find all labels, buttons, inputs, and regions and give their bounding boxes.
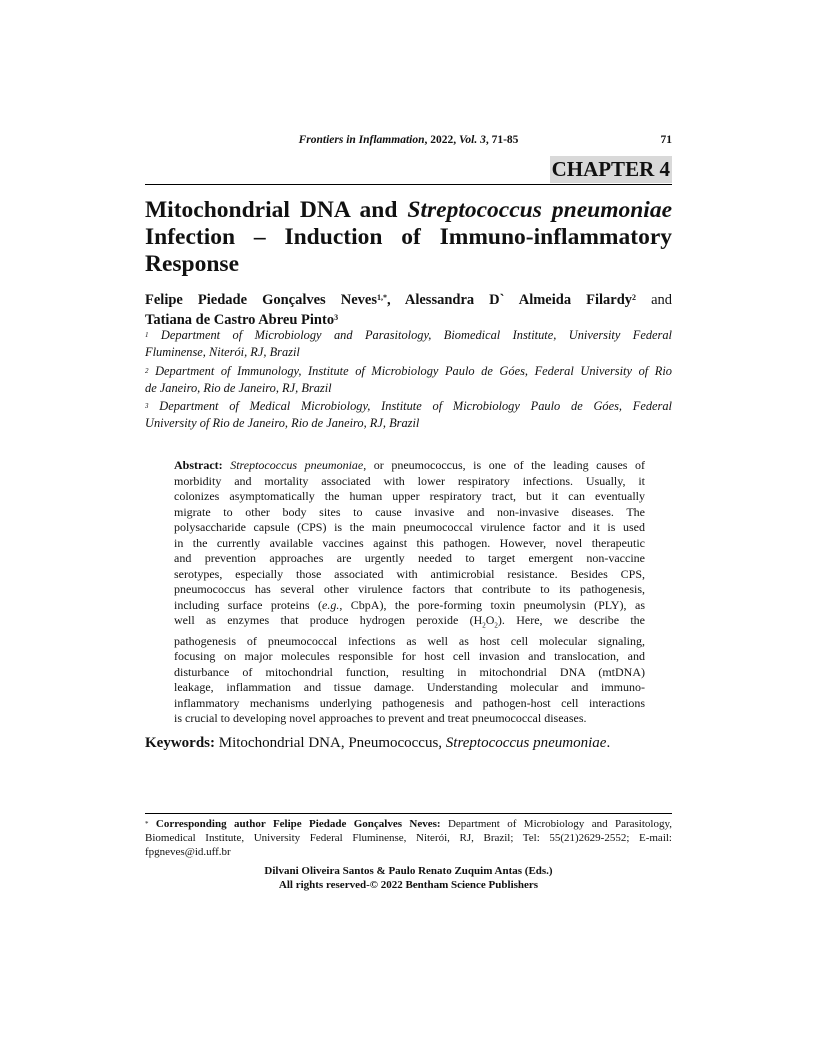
email-address: fpgneves@id.uff.br bbox=[145, 846, 231, 858]
corresponding-author-footnote: * Corresponding author Felipe Piedade Gonçalves Neves: Department of Microbiology and Parasitology, Biomedical Institute, University Federal Fluminense, Niterói, RJ, Brazil; Tel: 55(21)2629-2552; E-mail: fpgneves@id.uff.br bbox=[145, 818, 672, 858]
affiliation-3: $^3$ Department of Medical Microbiology, Institute of Microbiology Paulo de Góes, Federal University of Rio de Janeiro, Rio de Janeiro, RJ, Brazil bbox=[145, 399, 672, 430]
abstract-label: Abstract: bbox=[174, 458, 223, 472]
title-line-3: Response bbox=[145, 251, 240, 277]
affiliation-2: $^2$ Department of Immunology, Institute of Microbiology Paulo de Góes, Federal University of Rio de Janeiro, Rio de Janeiro, RJ, Brazil bbox=[145, 364, 672, 395]
chapter-label: CHAPTER 4 bbox=[551, 157, 670, 181]
author-1: Felipe Piedade Gonçalves Neves bbox=[145, 292, 377, 308]
title-line-2: Infection – Induction of Immuno-inflammatory bbox=[145, 224, 672, 250]
keywords-label: Keywords: bbox=[145, 735, 215, 751]
footnote-divider bbox=[145, 813, 672, 814]
page-number: 71 bbox=[660, 134, 672, 146]
abstract: Abstract: Streptococcus pneumoniae, or pneumococcus, is one of the leading causes of morbidity and mortality associated with lower respiratory infections. Usually, it colonizes asymptomatically the human upper respiratory tract, but it can eventually migrate to other body sites to cause invasive and non-invasive diseases. The polysaccharide capsule (CPS) is the main pneumococcal virulence factor and it is used in the currently available vaccines against this pathogen. However, novel therapeutic and prevention approaches are urgently needed to target emergent non-vaccine serotypes, especially those associated with antimicrobial resistance. Besides CPS, pneumococcus has several other virulence factors that contribute to its pathogenesis, including surface proteins (e.g., CbpA), the pore-forming toxin pneumolysin (PLY), as well as enzymes that produce hydrogen peroxide $(H_2O_2)$. Here, we describe the pathogenesis of pneumococcal infections as well as host cell molecular signaling, focusing on major molecules responsible for host cell invasion and translocation, and disturbance of mitochondrial function, resulting in mitochondrial DNA (mtDNA) leakage, inflammation and tissue damage. Understanding molecular and immuno- inflammatory mechanisms underlying pathogenesis and pathogen-host cell interactions is crucial to developing novel approaches to prevent and treat pneumococcal diseases. bbox=[174, 458, 645, 726]
affiliation-1: $^1$ Department of Microbiology and Parasitology, Biomedical Institute, University Federal Fluminense, Niterói, RJ, Brazil bbox=[145, 328, 672, 359]
journal-citation: Frontiers in Inflammation, 2022, Vol. 3, 71-85 bbox=[298, 134, 519, 146]
author-list: Felipe Piedade Gonçalves Neves$^{1,*}$, Alessandra D` Almeida Filardy$^2$ and Tatiana de Castro Abreu Pinto$^3$ bbox=[145, 292, 673, 328]
editors-credit: Dilvani Oliveira Santos & Paulo Renato Zuquim Antas (Eds.) All rights reserved-© 2022 Bentham Science Publishers bbox=[264, 865, 553, 891]
chapter-header bbox=[145, 156, 672, 185]
chapter-title bbox=[145, 197, 672, 278]
title-line-1: Mitochondrial DNA and Streptococcus pneumoniae bbox=[145, 197, 673, 223]
keywords: Keywords: Mitochondrial DNA, Pneumococcus, Streptococcus pneumoniae. bbox=[145, 735, 611, 751]
author-2: Alessandra D` Almeida Filardy bbox=[404, 292, 633, 308]
author-3: Tatiana de Castro Abreu Pinto bbox=[145, 312, 335, 328]
